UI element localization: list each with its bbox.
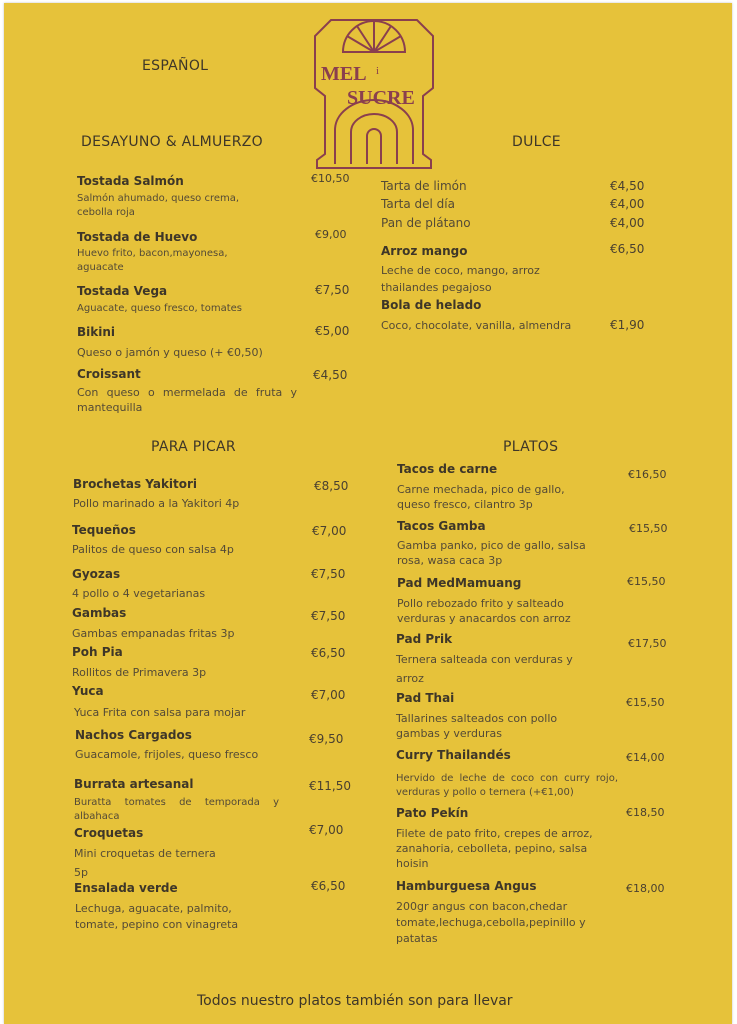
item-price: €15,50	[627, 575, 666, 588]
item-desc: Lechuga, aguacate, palmito, tomate, pepino con vinagreta	[75, 902, 239, 931]
item-price: €17,50	[628, 637, 667, 650]
item-price: €9,50	[309, 732, 344, 746]
item-price: €18,00	[626, 882, 665, 895]
item-name: Gyozas	[72, 567, 121, 581]
item-price: €16,50	[628, 468, 667, 481]
item-price: €6,50	[311, 646, 346, 660]
item-price: €15,50	[629, 522, 668, 535]
item-desc: Palitos de queso con salsa 4p	[72, 543, 234, 556]
item-price: €7,50	[311, 609, 346, 623]
item-price: €8,50	[314, 479, 349, 493]
item-name: Pan de plátano	[381, 216, 471, 230]
item-name: Croquetas	[74, 826, 144, 840]
item-price: €4,00	[610, 216, 645, 230]
item-desc: Pollo marinado a la Yakitori 4p	[73, 497, 240, 510]
item-name: Poh Pia	[72, 645, 123, 659]
item-desc: Leche de coco, mango, arroz thailandes pegajoso	[381, 264, 540, 294]
section-title-dulce: DULCE	[512, 134, 561, 150]
item-desc: Queso o jamón y queso (+ €0,50)	[77, 346, 263, 359]
item-desc: 200gr angus con bacon,chedar tomate,lechuga,cebolla,pepinillo y patatas	[396, 900, 586, 945]
item-name: Tacos de carne	[397, 462, 498, 476]
item-desc: Filete de pato frito, crepes de arroz, zanahoria, cebolleta, pepino, salsa hoisin	[396, 827, 593, 870]
item-desc: Mini croquetas de ternera	[74, 847, 216, 860]
item-name: Croissant	[77, 367, 141, 381]
item-name: Nachos Cargados	[75, 728, 192, 742]
item-desc: Pollo rebozado frito y salteado verduras y anacardos con arroz	[397, 597, 571, 625]
item-desc: Gamba panko, pico de gallo, salsa rosa, wasa caca 3p	[397, 539, 586, 567]
item-price: €7,00	[309, 823, 344, 837]
item-name: Burrata artesanal	[74, 777, 194, 791]
item-desc: Yuca Frita con salsa para mojar	[74, 706, 246, 719]
item-desc-extra: 5p	[74, 866, 88, 879]
item-price: €9,00	[315, 228, 347, 241]
item-desc: Hervido de leche de coco con curry rojo, verduras y pollo o ternera (+€1,00)	[396, 773, 618, 798]
item-name: Bikini	[77, 325, 116, 339]
item-desc: Tallarines salteados con pollo gambas y verduras	[396, 712, 558, 740]
item-price: €4,00	[610, 197, 645, 211]
item-name: Tarta del día	[381, 197, 455, 211]
item-name: Pad MedMamuang	[397, 576, 522, 590]
item-name: Pato Pekín	[396, 806, 469, 820]
item-price: €15,50	[626, 696, 665, 709]
item-name: Tacos Gamba	[397, 519, 486, 533]
item-name: Bola de helado	[381, 298, 482, 312]
item-price: €18,50	[626, 806, 665, 819]
item-desc: Coco, chocolate, vanilla, almendra	[381, 319, 572, 332]
item-desc: Buratta tomates de temporada y albahaca	[74, 797, 279, 822]
section-title-picar: PARA PICAR	[151, 439, 236, 455]
item-name: Ensalada verde	[74, 881, 178, 895]
item-price: €7,00	[311, 688, 346, 702]
item-name: Tostada de Huevo	[77, 230, 198, 244]
mel-i-sucre-logo	[313, 18, 435, 170]
footer-note: Todos nuestro platos también son para llevar	[197, 993, 513, 1009]
item-price: €6,50	[610, 242, 645, 256]
item-desc-extra: arroz	[396, 672, 424, 685]
item-name: Gambas	[72, 606, 127, 620]
item-desc: Con queso o mermelada de fruta y mantequilla	[77, 386, 297, 414]
logo-mid: i	[376, 65, 380, 77]
item-price: €14,00	[626, 751, 665, 764]
item-desc: Rollitos de Primavera 3p	[72, 666, 207, 679]
section-title-platos: PLATOS	[503, 439, 559, 455]
item-desc: Aguacate, queso fresco, tomates	[77, 303, 242, 314]
item-price: €1,90	[610, 318, 645, 332]
item-desc: Ternera salteada con verduras y	[396, 653, 573, 666]
item-name: Arroz mango	[381, 244, 468, 258]
item-name: Curry Thailandés	[396, 748, 511, 762]
item-name: Tarta de limón	[381, 179, 467, 193]
item-name: Pad Prik	[396, 632, 453, 646]
item-price: €10,50	[311, 172, 350, 185]
item-desc: Guacamole, frijoles, queso fresco	[75, 748, 259, 761]
item-price: €7,50	[311, 567, 346, 581]
item-name: Brochetas Yakitori	[73, 477, 198, 491]
item-name: Yuca	[72, 684, 104, 698]
item-desc: Carne mechada, pico de gallo, queso fresco, cilantro 3p	[397, 483, 565, 511]
language-label: ESPAÑOL	[142, 58, 209, 74]
item-name: Hamburguesa Angus	[396, 879, 537, 893]
menu-page	[4, 3, 732, 1024]
item-name: Pad Thai	[396, 691, 455, 705]
item-desc: Salmón ahumado, queso crema, cebolla roja	[77, 193, 240, 218]
item-name: Tostada Salmón	[77, 174, 184, 188]
item-desc: Huevo frito, bacon,mayonesa, aguacate	[77, 248, 228, 273]
section-title-desayuno: DESAYUNO & ALMUERZO	[81, 134, 263, 150]
item-name: Tequeños	[72, 523, 136, 537]
item-price: €4,50	[313, 368, 348, 382]
item-price: €5,00	[315, 324, 350, 338]
item-desc: Gambas empanadas fritas 3p	[72, 627, 235, 640]
item-price: €4,50	[610, 179, 645, 193]
item-desc: 4 pollo o 4 vegetarianas	[72, 587, 206, 600]
item-price: €7,00	[312, 524, 347, 538]
item-price: €11,50	[309, 779, 351, 793]
item-name: Tostada Vega	[77, 284, 168, 298]
item-price: €7,50	[315, 283, 350, 297]
logo-line2: SUCRE	[347, 87, 415, 109]
item-price: €6,50	[311, 879, 346, 893]
logo-line1: MEL	[321, 63, 367, 85]
